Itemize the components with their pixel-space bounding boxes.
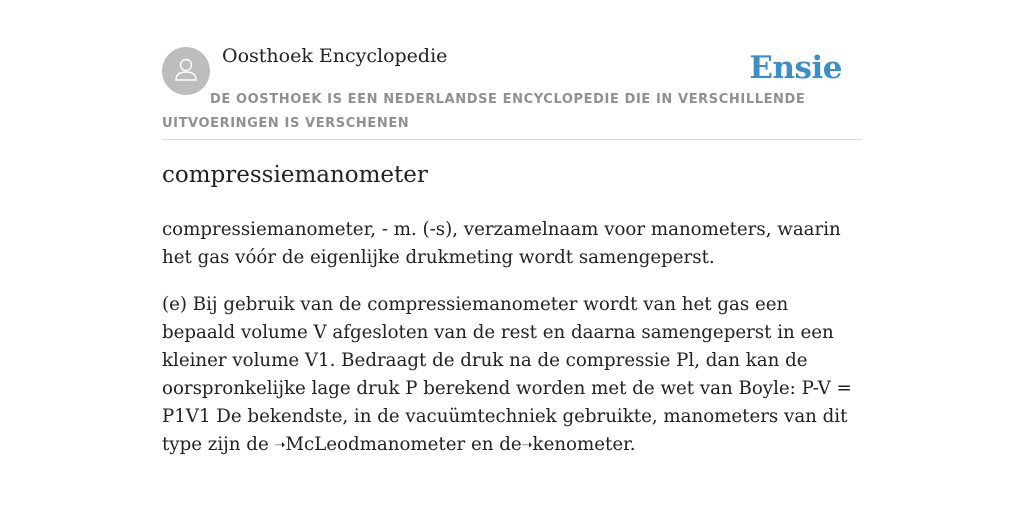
user-icon (171, 54, 201, 88)
arrow-right-icon: ➝ (274, 438, 286, 453)
author-tagline: DE OOSTHOEK IS EEN NEDERLANDSE ENCYCLOPEDIE DIE IN VERSCHILLENDE UITVOERINGEN IS VERSCHENEN (162, 92, 806, 131)
link-mcleodmanometer[interactable] (275, 434, 466, 455)
page-container (162, 0, 862, 455)
connector-text: en de (465, 434, 522, 455)
definition-paragraph: compressiemanometer, - m. (-s), verzamelnaam voor manometers, waarin het gas vóór de eigenlijke drukmeting wordt samengeperst. (162, 219, 841, 268)
author-name[interactable]: Oosthoek Encyclopedie (222, 45, 448, 67)
explanation-text: (e) Bij gebruik van de compressiemanometer wordt van het gas een bepaald volume V afgesloten van de rest en daarna samengeperst in een kleiner volume V1. Bedraagt de druk na de compressie Pl, dan kan de oorspronkelijke lage druk P berekend worden met de wet van Boyle: P-V = P1V1 De bekendste, in de vacuümtechniek gebruikte, manometers van dit type zijn de (162, 294, 852, 455)
arrow-right-icon: ➝ (521, 438, 533, 453)
ending-text: . (629, 434, 636, 455)
header (162, 0, 862, 140)
link-label: kenometer (532, 434, 630, 455)
link-kenometer[interactable] (522, 434, 630, 455)
explanation-paragraph (162, 291, 862, 460)
page-title: compressiemanometer (162, 162, 428, 188)
link-label: McLeodmanometer (285, 434, 466, 455)
brand-logo[interactable]: Ensie (749, 50, 842, 86)
